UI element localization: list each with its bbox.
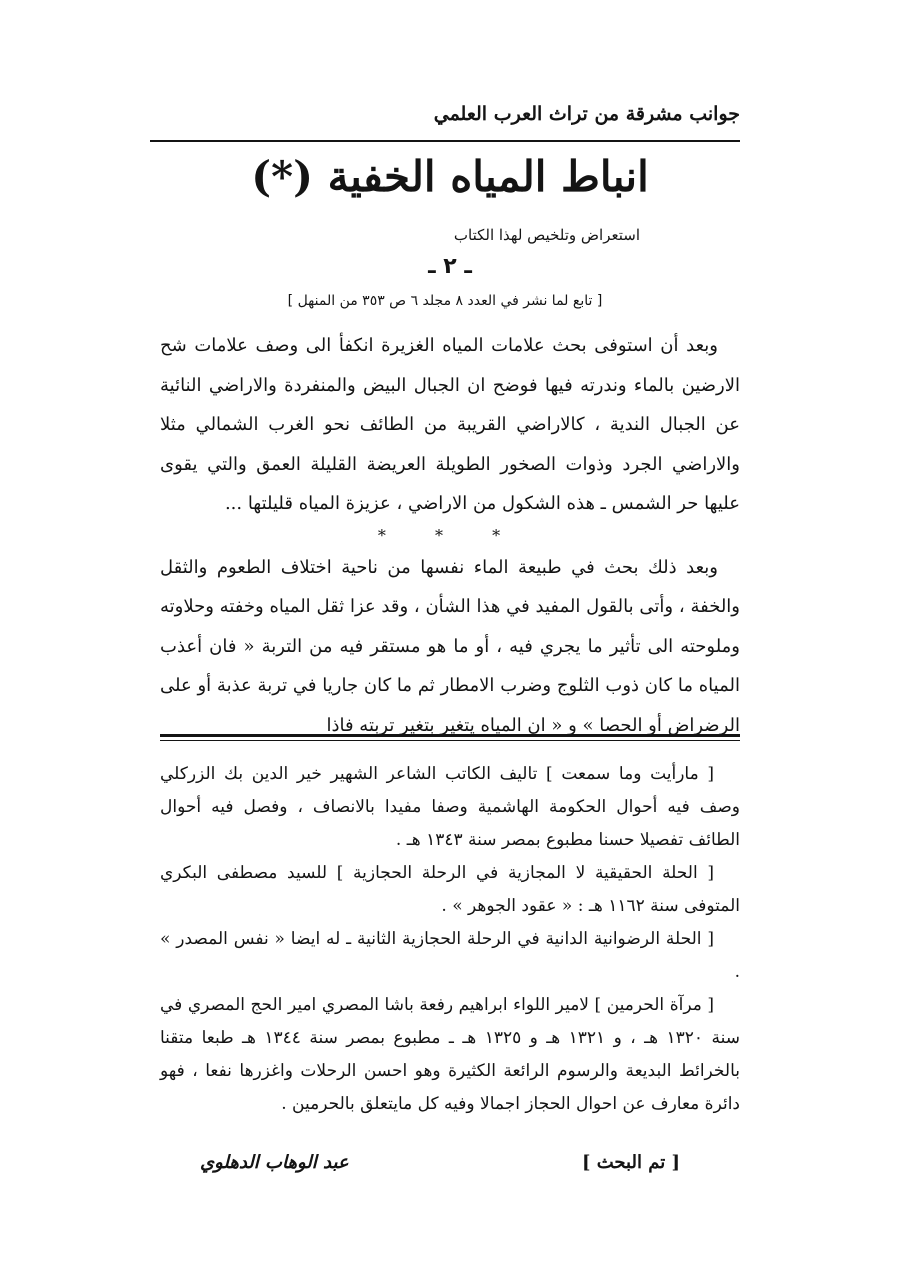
reference-entry: [ مارأيت وما سمعت ] تاليف الكاتب الشاعر الشهير خير الدين بك الزركلي وصف فيه أحوال الحكومة الهاشمية وصفا مفيدا بالانصاف ، وفصل فيه أحوال الطائف تفصيلا حسنا مطبوع بمصر سنة ١٣٤٣ هـ .	[160, 764, 740, 850]
section-separator: * * *	[377, 525, 523, 545]
article-footer	[200, 1152, 680, 1173]
divider-line-thick	[160, 734, 740, 737]
part-number: ـ ٢ ـ	[428, 254, 472, 279]
divider-line-thin	[160, 740, 740, 741]
article-title: انباط المياه الخفية (*)	[251, 152, 649, 201]
author-signature: عبد الوهاب الدهلوي	[200, 1152, 349, 1173]
series-header: جوانب مشرقة من تراث العرب العلمي	[433, 103, 740, 125]
reference-entry: [ مرآة الحرمين ] لامير اللواء ابراهيم رفعة باشا المصري امير الحج المصري في سنة ١٣٢٠ هـ ، و ١٣٢١ هـ و ١٣٢٥ هـ ـ مطبوع بمصر سنة ١٣٤٤ هـ طبعا متقنا بالخرائط البديعة والرسوم الرائعة الكثيرة وهو احسن الرحلات واغزرها نفعا ، فهو دائرة معارف عن احوال الحجاز اجمالا وفيه كل مايتعلق بالحرمين .	[160, 995, 740, 1114]
article-subtitle: استعراض وتلخيص لهذا الكتاب	[453, 226, 640, 244]
end-mark: [ تم البحث ]	[581, 1152, 680, 1173]
continuation-note: [ تابع لما نشر في العدد ٨ مجلد ٦ ص ٣٥٣ من المنهل ]	[287, 293, 603, 309]
footnote-divider	[160, 734, 740, 741]
article-body	[160, 326, 740, 745]
header-rule	[150, 140, 740, 142]
reference-entry: [ الحلة الرضوانية الدانية في الرحلة الحجازية الثانية ـ له ايضا « نفس المصدر » .	[160, 929, 740, 982]
body-paragraph: وبعد أن استوفى بحث علامات المياه الغزيرة انكفأ الى وصف علامات شح الارضين بالماء وندرته فيها فوضح ان الجبال البيض والمنفردة والاراضي النائية عن الجبال الندية ، كالاراضي القريبة من الطائف نحو الغرب الشمالي مثلا والاراضي الجرد وذوات الصخور الطويلة العريضة القليلة العمق والتي يقوى عليها حر الشمس ـ هذه الشكول من الاراضي ، عزيزة المياه قليلتها ...	[160, 335, 740, 514]
references-section	[160, 758, 740, 1121]
reference-entry: [ الحلة الحقيقية لا المجازية في الرحلة الحجازية ] للسيد مصطفى البكري المتوفى سنة ١١٦٢ هـ : « عقود الجوهر » .	[160, 863, 740, 916]
body-paragraph: وبعد ذلك بحث في طبيعة الماء نفسها من ناحية اختلاف الطعوم والثقل والخفة ، وأتى بالقول المفيد في هذا الشأن ، وقد عزا ثقل المياه وخفته وحلاوته وملوحته الى تأثير ما يجري فيه ، أو ما هو مستقر فيه من التربة « فان أعذب المياه ما كان ذوب الثلوج وضرب الامطار ثم ما كان جاريا في تربة عذبة أو على الرضراض أو الحصا » و « ان المياه يتغير بتغير تربته فاذا	[160, 556, 740, 736]
